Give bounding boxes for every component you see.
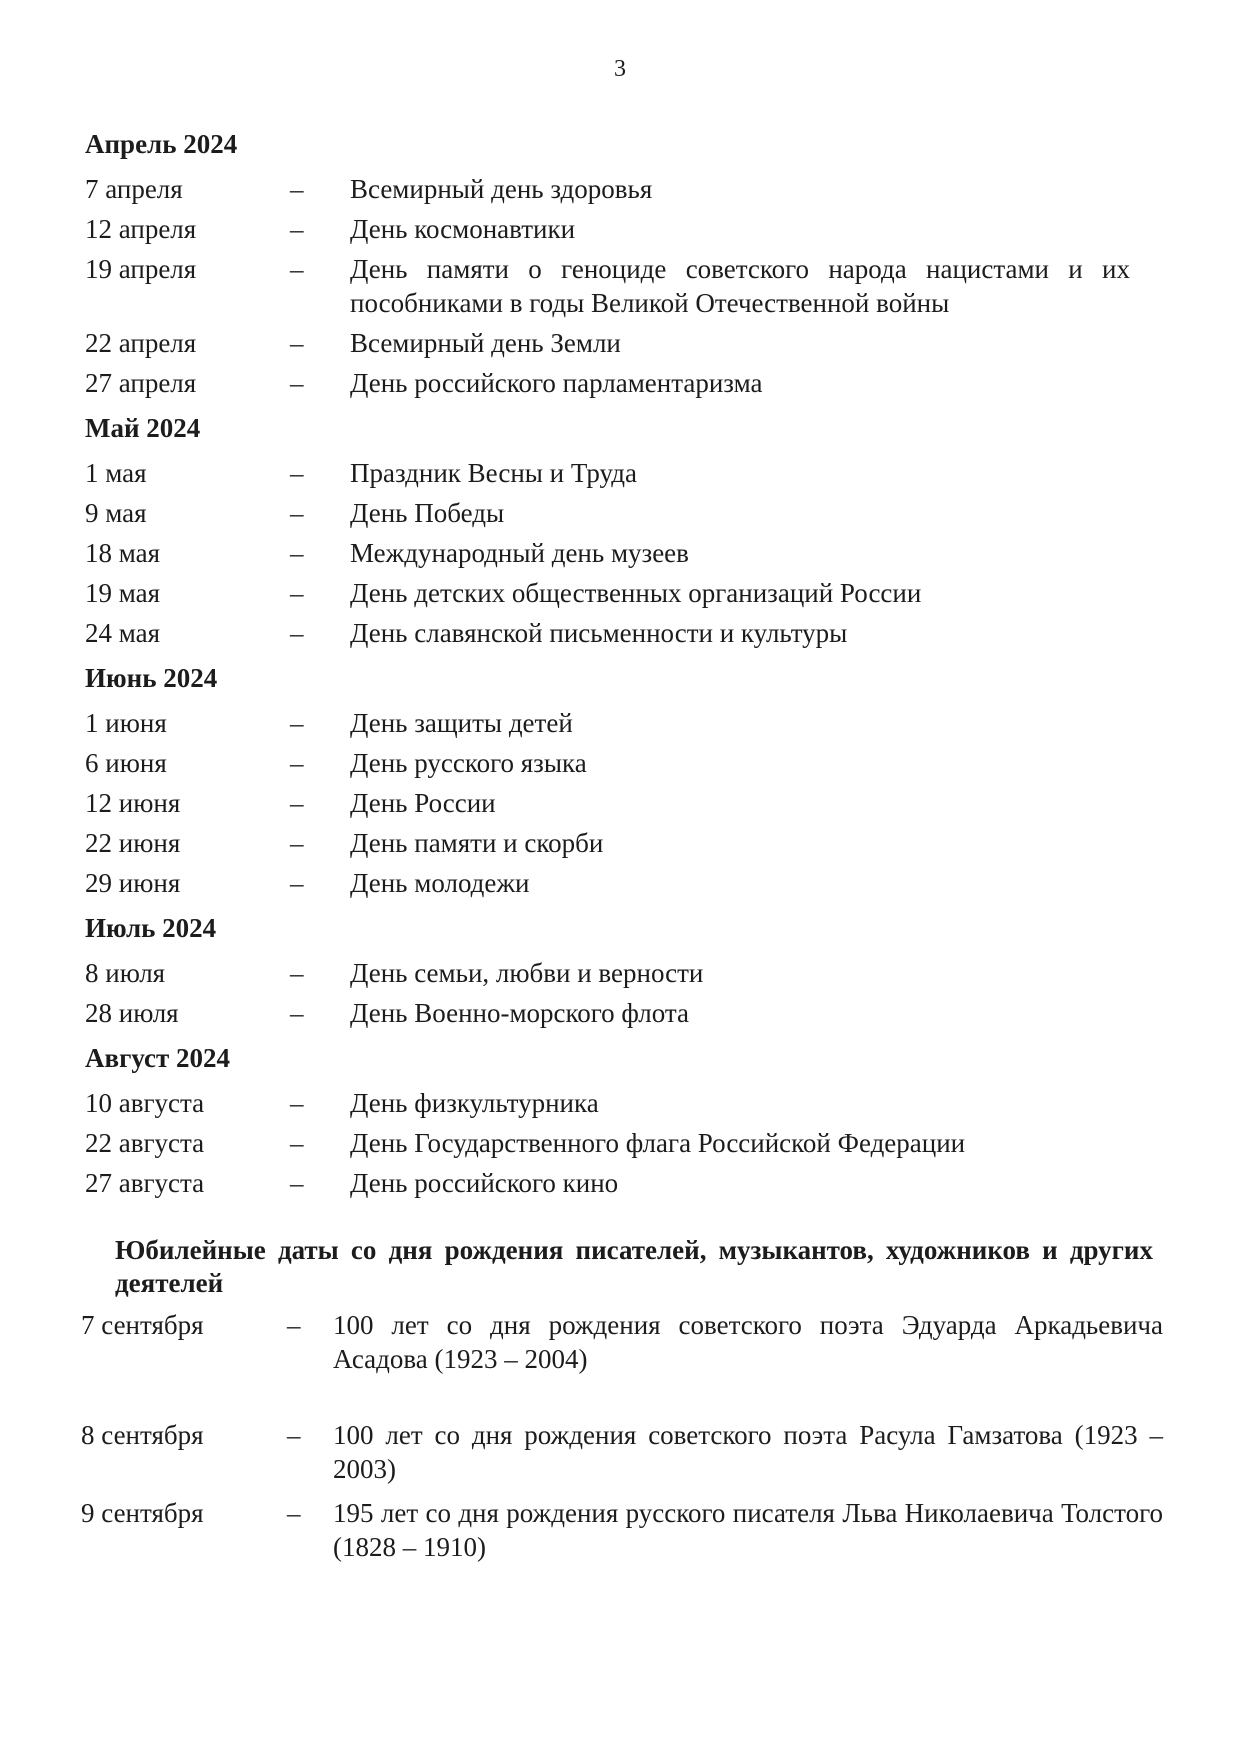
event-row bbox=[85, 826, 1165, 860]
event-date: 22 апреля bbox=[85, 328, 197, 358]
event-row bbox=[85, 1086, 1165, 1120]
event-dash: – bbox=[290, 1128, 304, 1158]
event-dash: – bbox=[290, 868, 304, 898]
jubilee-text: 100 лет со дня рождения советского поэта Эдуарда Аркадьевича Асадова (1923 – 2004) bbox=[333, 1310, 1163, 1374]
event-row bbox=[85, 366, 1165, 400]
event-date: 29 июня bbox=[85, 868, 181, 898]
page-number: 3 bbox=[614, 56, 626, 82]
event-title: День молодежи bbox=[350, 868, 530, 898]
event-row bbox=[85, 326, 1165, 360]
event-row bbox=[85, 212, 1165, 246]
event-dash: – bbox=[290, 254, 304, 284]
event-dash: – bbox=[290, 174, 304, 204]
event-dash: – bbox=[290, 368, 304, 398]
event-title: День славянской письменности и культуры bbox=[350, 618, 848, 648]
event-dash: – bbox=[290, 748, 304, 778]
event-date: 12 июня bbox=[85, 788, 181, 818]
event-date: 22 августа bbox=[85, 1128, 205, 1158]
event-dash: – bbox=[290, 498, 304, 528]
event-title: День российского парламентаризма bbox=[350, 368, 763, 398]
jubilee-heading: Юбилейные даты со дня рождения писателей, музыкантов, художников и других деятелей bbox=[115, 1235, 1153, 1298]
month-heading: Апрель 2024 bbox=[85, 129, 238, 159]
calendar-content bbox=[81, 122, 1165, 1564]
event-row bbox=[85, 496, 1165, 530]
event-title: День Государственного флага Российской Федерации bbox=[350, 1128, 966, 1158]
event-row bbox=[85, 866, 1165, 900]
jubilee-dash: – bbox=[287, 1420, 301, 1450]
month-heading: Август 2024 bbox=[85, 1043, 231, 1073]
event-row bbox=[85, 576, 1165, 610]
event-title: День памяти о геноциде советского народа нацистами и их пособниками в годы Великой Отечественной войны bbox=[350, 254, 1130, 318]
event-dash: – bbox=[290, 538, 304, 568]
jubilee-dash: – bbox=[287, 1310, 301, 1340]
event-dash: – bbox=[290, 328, 304, 358]
event-row bbox=[85, 1166, 1165, 1200]
event-title: День космонавтики bbox=[350, 214, 576, 244]
event-date: 27 апреля bbox=[85, 368, 197, 398]
event-date: 28 июля bbox=[85, 998, 179, 1028]
jubilee-row bbox=[81, 1496, 1165, 1564]
event-title: День России bbox=[350, 788, 496, 818]
event-row bbox=[85, 252, 1165, 320]
event-title: Всемирный день здоровья bbox=[350, 174, 653, 204]
event-title: День защиты детей bbox=[350, 708, 573, 738]
event-title: День российского кино bbox=[350, 1168, 619, 1198]
event-date: 10 августа bbox=[85, 1088, 205, 1118]
event-dash: – bbox=[290, 1088, 304, 1118]
jubilee-text: 195 лет со дня рождения русского писателя Льва Николаевича Толстого (1828 – 1910) bbox=[333, 1498, 1163, 1562]
event-row bbox=[85, 706, 1165, 740]
event-row bbox=[85, 1126, 1165, 1160]
event-date: 9 мая bbox=[85, 498, 147, 528]
jubilee-dash: – bbox=[287, 1498, 301, 1528]
event-row bbox=[85, 996, 1165, 1030]
event-date: 7 апреля bbox=[85, 174, 183, 204]
event-date: 24 мая bbox=[85, 618, 161, 648]
month-heading: Июль 2024 bbox=[85, 913, 217, 943]
month-heading: Июнь 2024 bbox=[85, 663, 218, 693]
event-title: День Победы bbox=[350, 498, 505, 528]
event-row bbox=[85, 172, 1165, 206]
event-title: День памяти и скорби bbox=[350, 828, 604, 858]
event-row bbox=[85, 746, 1165, 780]
event-dash: – bbox=[290, 998, 304, 1028]
event-date: 22 июня bbox=[85, 828, 181, 858]
jubilee-text: 100 лет со дня рождения советского поэта Расула Гамзатова (1923 – 2003) bbox=[333, 1420, 1163, 1484]
event-date: 6 июня bbox=[85, 748, 167, 778]
event-dash: – bbox=[290, 578, 304, 608]
event-title: День Военно-морского флота bbox=[350, 998, 689, 1028]
event-dash: – bbox=[290, 958, 304, 988]
event-title: День русского языка bbox=[350, 748, 587, 778]
jubilee-row bbox=[81, 1308, 1165, 1376]
month-heading: Май 2024 bbox=[85, 413, 201, 443]
event-date: 12 апреля bbox=[85, 214, 197, 244]
event-date: 1 июня bbox=[85, 708, 167, 738]
event-date: 19 мая bbox=[85, 578, 161, 608]
event-dash: – bbox=[290, 828, 304, 858]
event-dash: – bbox=[290, 1168, 304, 1198]
jubilee-list bbox=[81, 1308, 1165, 1564]
event-dash: – bbox=[290, 618, 304, 648]
event-row bbox=[85, 616, 1165, 650]
event-title: День детских общественных организаций России bbox=[350, 578, 922, 608]
event-title: Праздник Весны и Труда bbox=[350, 458, 637, 488]
event-row bbox=[85, 786, 1165, 820]
event-dash: – bbox=[290, 708, 304, 738]
event-row bbox=[85, 956, 1165, 990]
event-row bbox=[85, 456, 1165, 490]
jubilee-date: 9 сентября bbox=[81, 1498, 204, 1528]
event-date: 19 апреля bbox=[85, 254, 197, 284]
jubilee-date: 8 сентября bbox=[81, 1420, 204, 1450]
event-date: 27 августа bbox=[85, 1168, 205, 1198]
event-title: Международный день музеев bbox=[350, 538, 689, 568]
jubilee-date: 7 сентября bbox=[81, 1310, 204, 1340]
event-row bbox=[85, 536, 1165, 570]
event-date: 1 мая bbox=[85, 458, 147, 488]
event-date: 18 мая bbox=[85, 538, 161, 568]
event-dash: – bbox=[290, 788, 304, 818]
event-title: Всемирный день Земли bbox=[350, 328, 621, 358]
event-dash: – bbox=[290, 458, 304, 488]
event-title: День физкультурника bbox=[350, 1088, 599, 1118]
event-title: День семьи, любви и верности bbox=[350, 958, 704, 988]
event-dash: – bbox=[290, 214, 304, 244]
jubilee-row bbox=[81, 1418, 1165, 1486]
event-date: 8 июля bbox=[85, 958, 166, 988]
